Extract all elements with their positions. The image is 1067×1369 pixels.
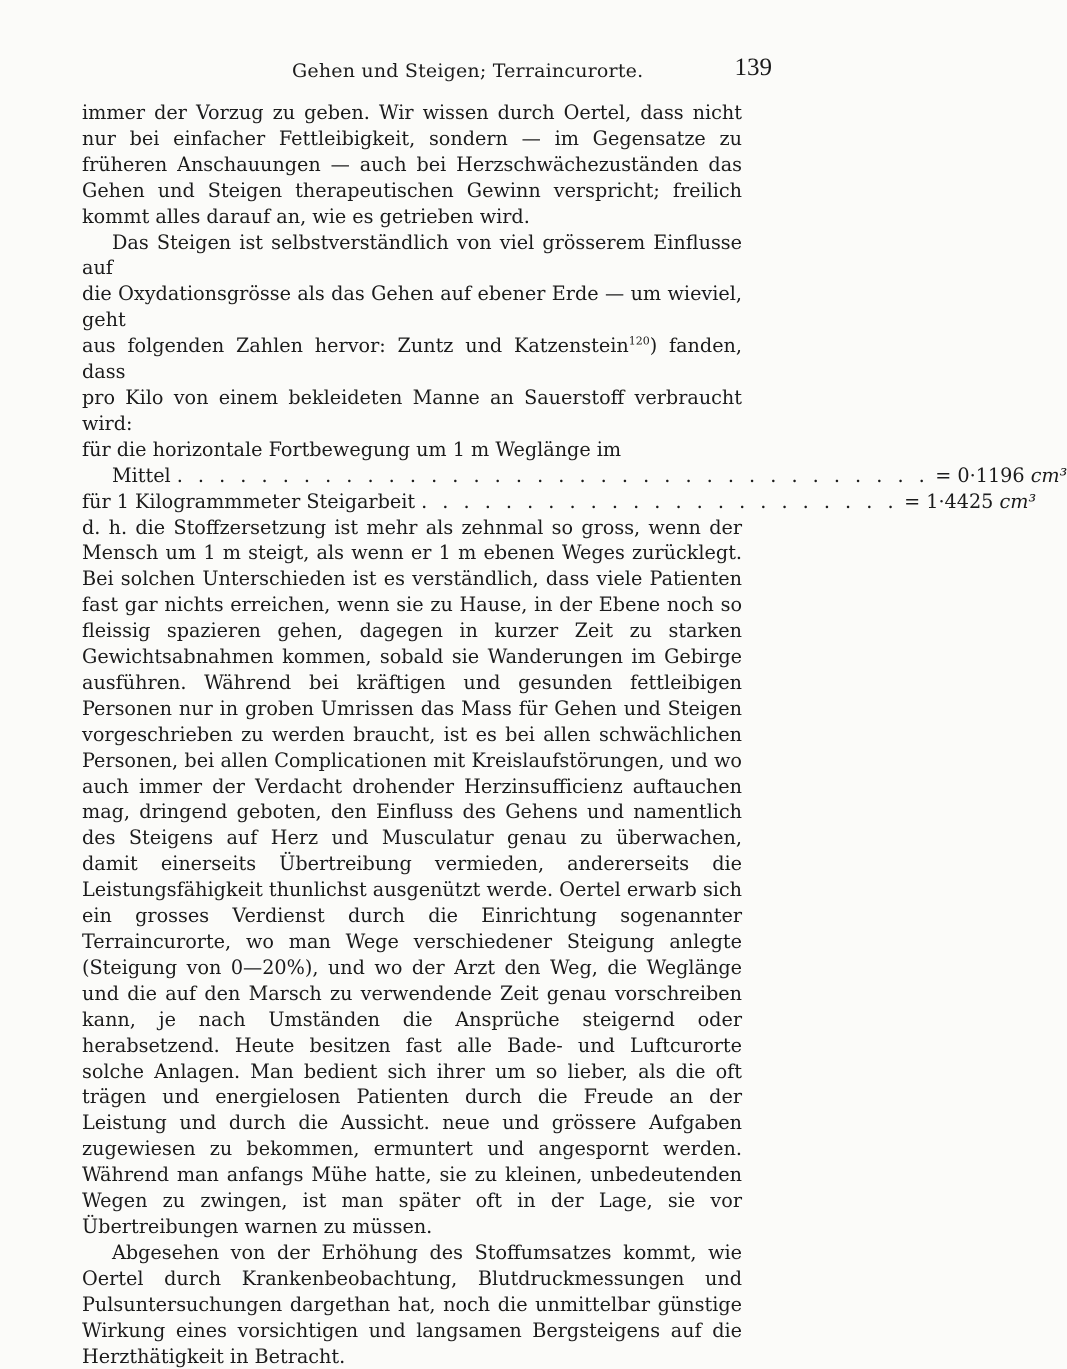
row-1-value (935, 463, 1067, 489)
leader-dots: . . . . . . . . . . . . . . . . . . . . . . . . . . . . . . . . . . . . (176, 463, 930, 487)
paragraph-2-line-3 (82, 333, 742, 385)
leader-dots: . . . . . . . . . . . . . . . . . . . . . . . (421, 489, 899, 513)
unit: cm³ (1030, 463, 1067, 487)
row-1-number: = 0·1196 (935, 463, 1025, 487)
table-row (82, 463, 1067, 489)
paragraph-2-line-3-text: aus folgenden Zahlen hervor: Zuntz und Katzenstein (82, 334, 629, 358)
running-head: Gehen und Steigen; Terraincurorte. (292, 60, 644, 82)
footnote-ref: 120 (628, 334, 650, 348)
page-number: 139 (734, 54, 772, 81)
paragraph-2-line-2: die Oxydationsgrösse als das Gehen auf ebener Erde — um wieviel, geht (82, 282, 742, 332)
paragraph-1: immer der Vorzug zu geben. Wir wissen durch Oertel, dass nicht nur bei einfacher Fettleibigkeit, sondern — im Gegensatze zu früheren Anschauungen — auch bei Herzschwächezuständen das Gehen und Steigen therapeutischen Gewinn verspricht; freilich kommt alles darauf an, wie es getrieben wird. (82, 101, 742, 228)
paragraph-2-line-3-tail: ) fanden, dass (82, 334, 742, 384)
paragraph-4: Abgesehen von der Erhöhung des Stoffumsatzes kommt, wie Oertel durch Krankenbeobachtung, Blutdruckmessungen und Pulsuntersuchungen dargethan hat, noch die unmittelbar günstige Wirkung eines vorsichtigen und langsamen Bergsteigens auf die Herzthätigkeit in Betracht. (82, 1240, 742, 1368)
row-1-label: Mittel (112, 463, 171, 487)
paragraph-2-line-5: für die horizontale Fortbewegung um 1 m Weglänge im (82, 437, 622, 461)
paragraph-2 (82, 230, 1067, 515)
row-2-label: für 1 Kilogrammmeter Steigarbeit (82, 489, 416, 513)
row-2-number: = 1·4425 (904, 489, 994, 513)
unit: cm³ (999, 489, 1037, 513)
paragraph-2-line-1: Das Steigen ist selbstverständlich von viel grösserem Einflusse auf (82, 230, 742, 280)
row-2-value (904, 489, 1036, 515)
table-row (82, 489, 1037, 515)
paragraph-2-line-4: pro Kilo von einem bekleideten Manne an Sauerstoff verbraucht wird: (82, 385, 742, 435)
book-page (82, 54, 1067, 1369)
page-header (82, 54, 772, 96)
paragraph-3: d. h. die Stoffzersetzung ist mehr als zehnmal so gross, wenn der Mensch um 1 m steigt, als wenn er 1 m ebenen Weges zurücklegt. Bei solchen Unterschieden ist es verständlich, dass viele Patienten fast gar nichts erreichen, wenn sie zu Hause, in der Ebene noch so fleissig spazieren gehen, dagegen in kurzer Zeit zu starken Gewichtsabnahmen kommen, sobald sie Wanderungen im Gebirge ausführen. Während bei kräftigen und gesunden fettleibigen Personen nur in groben Umrissen das Mass für Gehen und Steigen vorgeschrieben zu werden braucht, ist es bei allen schwächlichen Personen, bei allen Complicationen mit Kreislaufstörungen, und wo auch immer der Verdacht drohender Herzinsufficienz auftauchen mag, dringend geboten, den Einfluss des Gehens und namentlich des Steigens auf Herz und Musculatur genau zu überwachen, damit einerseits Übertreibung vermieden, andererseits die Leistungsfähigkeit thunlichst ausgenützt werde. Oertel erwarb sich ein grosses Verdienst durch die Einrichtung sogenannter Terraincurorte, wo man Wege verschiedener Steigung anlegte (Steigung von 0—20%), und wo der Arzt den Weg, die Weglänge und die auf den Marsch zu verwendende Zeit genau vorschreiben kann, je nach Umständen die Ansprüche steigernd oder herabsetzend. Heute besitzen fast alle Bade- und Luftcurorte solche Anlagen. Man bedient sich ihrer um so lieber, als die oft trägen und energielosen Patienten durch die Freude an der Leistung und durch die Aussicht. neue und grössere Aufgaben zugewiesen zu bekommen, ermuntert und angespornt werden. Während man anfangs Mühe hatte, sie zu kleinen, unbedeutenden Wegen zu zwingen, ist man später oft in der Lage, sie vor Übertreibungen warnen zu müssen. (82, 515, 742, 1238)
